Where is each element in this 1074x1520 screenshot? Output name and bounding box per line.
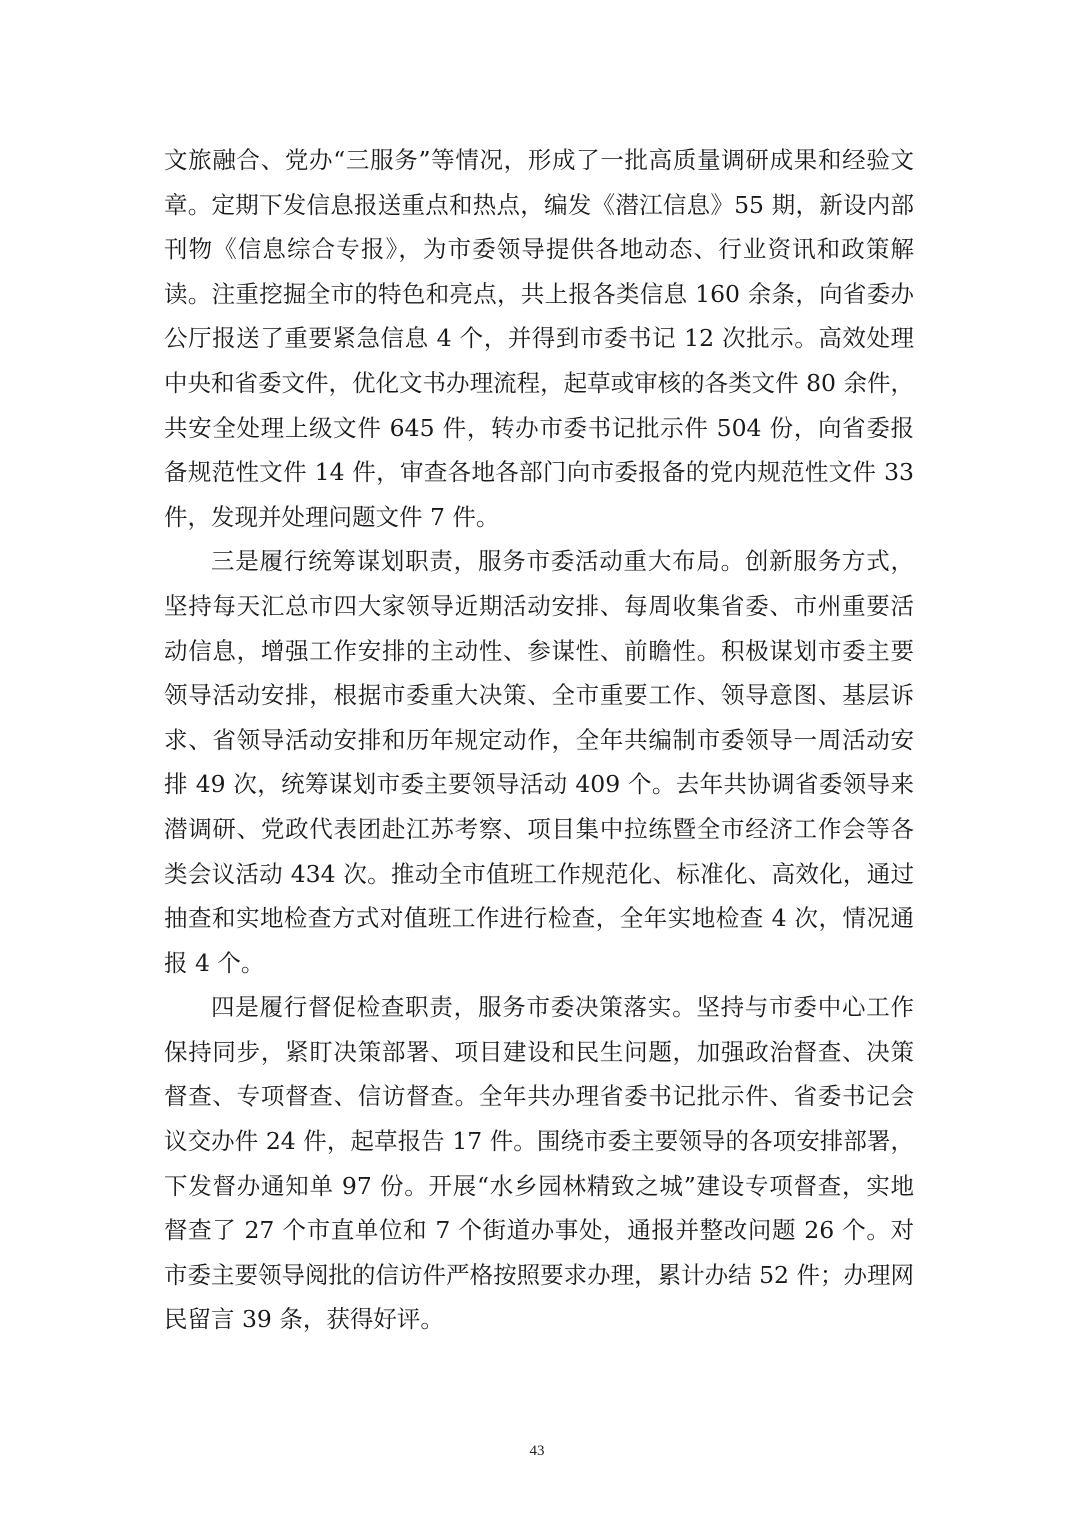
page-number: 43	[529, 1443, 545, 1459]
paragraph-continuation: 文旅融合、党办“三服务”等情况，形成了一批高质量调研成果和经验文章。定期下发信息报送重点和热点，编发《潜江信息》55 期，新设内部刊物《信息综合专报》，为市委领导提供各地动态、行业资讯和政策解读。注重挖掘全市的特色和亮点，共上报各类信息 160 余条，向省委办公厅报送了重要紧急信息 4 个，并得到市委书记 12 次批示。高效处理中央和省委文件，优化文书办理流程，起草或审核的各类文件 80 余件，共安全处理上级文件 645 件，转办市委书记批示件 504 份，向省委报备规范性文件 14 件，审查各地各部门向市委报备的党内规范性文件 33 件，发现并处理问题文件 7 件。	[164, 146, 914, 531]
paragraph-item-three: 三是履行统筹谋划职责，服务市委活动重大布局。创新服务方式，坚持每天汇总市四大家领导近期活动安排、每周收集省委、市州重要活动信息，增强工作安排的主动性、参谋性、前瞻性。积极谋划市委主要领导活动安排，根据市委重大决策、全市重要工作、领导意图、基层诉求、省领导活动安排和历年规定动作，全年共编制市委领导一周活动安排 49 次，统筹谋划市委主要领导活动 409 个。去年共协调省委领导来潜调研、党政代表团赴江苏考察、项目集中拉练暨全市经济工作会等各类会议活动 434 次。推动全市值班工作规范化、标准化、高效化，通过抽查和实地检查方式对值班工作进行检查，全年实地检查 4 次，情况通报 4 个。	[164, 547, 914, 977]
paragraph-item-four: 四是履行督促检查职责，服务市委决策落实。坚持与市委中心工作保持同步，紧盯决策部署、项目建设和民生问题，加强政治督查、决策督查、专项督查、信访督查。全年共办理省委书记批示件、省委书记会议交办件 24 件，起草报告 17 件。围绕市委主要领导的各项安排部署，下发督办通知单 97 份。开展“水乡园林精致之城”建设专项督查，实地督查了 27 个市直单位和 7 个街道办事处，通报并整改问题 26 个。对市委主要领导阅批的信访件严格按照要求办理，累计办结 52 件；办理网民留言 39 条，获得好评。	[164, 993, 914, 1334]
document-body	[164, 138, 914, 1342]
